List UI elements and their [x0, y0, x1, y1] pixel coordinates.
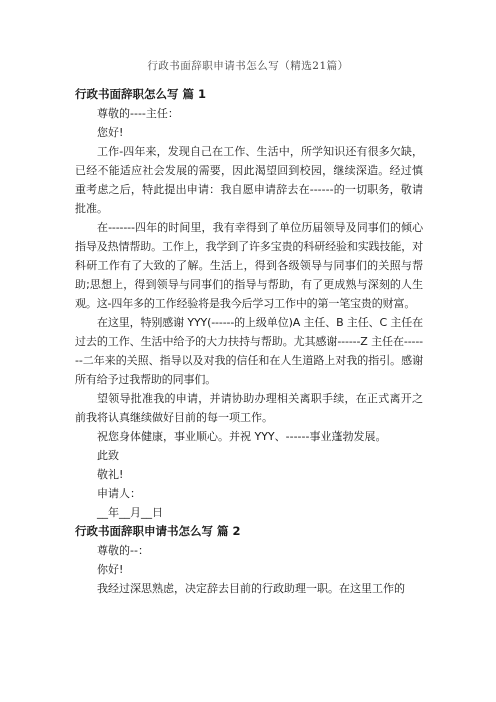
greeting: 你好!	[97, 563, 124, 576]
paragraph: 祝您身体健康，事业顺心。并祝 YYY、------事业蓬勃发展。	[97, 430, 387, 443]
paragraph: 望领导批准我的申请，并请协助办理相关离职手续，在正式离开之前我将认真继续做好目前的每一项工作。	[75, 392, 423, 424]
section-1-heading: 行政书面辞职怎么写 篇 1	[75, 87, 207, 101]
paragraph: 我经过深思熟虑，决定辞去目前的行政助理一职。在这里工作的	[97, 582, 405, 595]
signer-line: 申请人：	[97, 487, 141, 500]
date-line: __年__月__日	[97, 506, 163, 519]
salutation: 尊敬的----主任：	[97, 107, 179, 120]
document-body	[75, 85, 423, 598]
closing-line: 敬礼!	[97, 468, 124, 481]
salutation: 尊敬的--：	[97, 544, 149, 557]
greeting: 您好!	[97, 126, 124, 139]
paragraph: 在-------四年的时间里，我有幸得到了单位历届领导及同事们的倾心指导及热情帮助。工作上，我学到了许多宝贵的科研经验和实践技能，对科研工作有了大致的了解。生活上，得到各级领导与同事们的关照与帮助;思想上，得到领导与同事们的指导与帮助，有了更成熟与深刻的人生观。这-四年多的工作经验将是我今后学习工作中的第一笔宝贵的财富。	[75, 221, 423, 310]
closing-line: 此致	[97, 449, 119, 462]
paragraph: 工作-四年来，发现自己在工作、生活中，所学知识还有很多欠缺，已经不能适应社会发展的需要，因此渴望回到校园，继续深造。经过慎重考虑之后，特此提出申请：我自愿申请辞去在------的一切职务，敬请批准。	[75, 145, 423, 215]
document-title: 行政书面辞职申请书怎么写（精选21篇）	[147, 60, 349, 72]
paragraph: 在这里，特别感谢 YYY(------的上级单位)A 主任、B 主任、C 主任在过去的工作、生活中给予的大力扶持与帮助。尤其感谢------Z 主任在-------二年来的关照、指导以及对我的信任和在人生道路上对我的指引。感谢所有给予过我帮助的同事们。	[75, 316, 423, 386]
section-2-heading: 行政书面辞职申请书怎么写 篇 2	[75, 524, 241, 538]
